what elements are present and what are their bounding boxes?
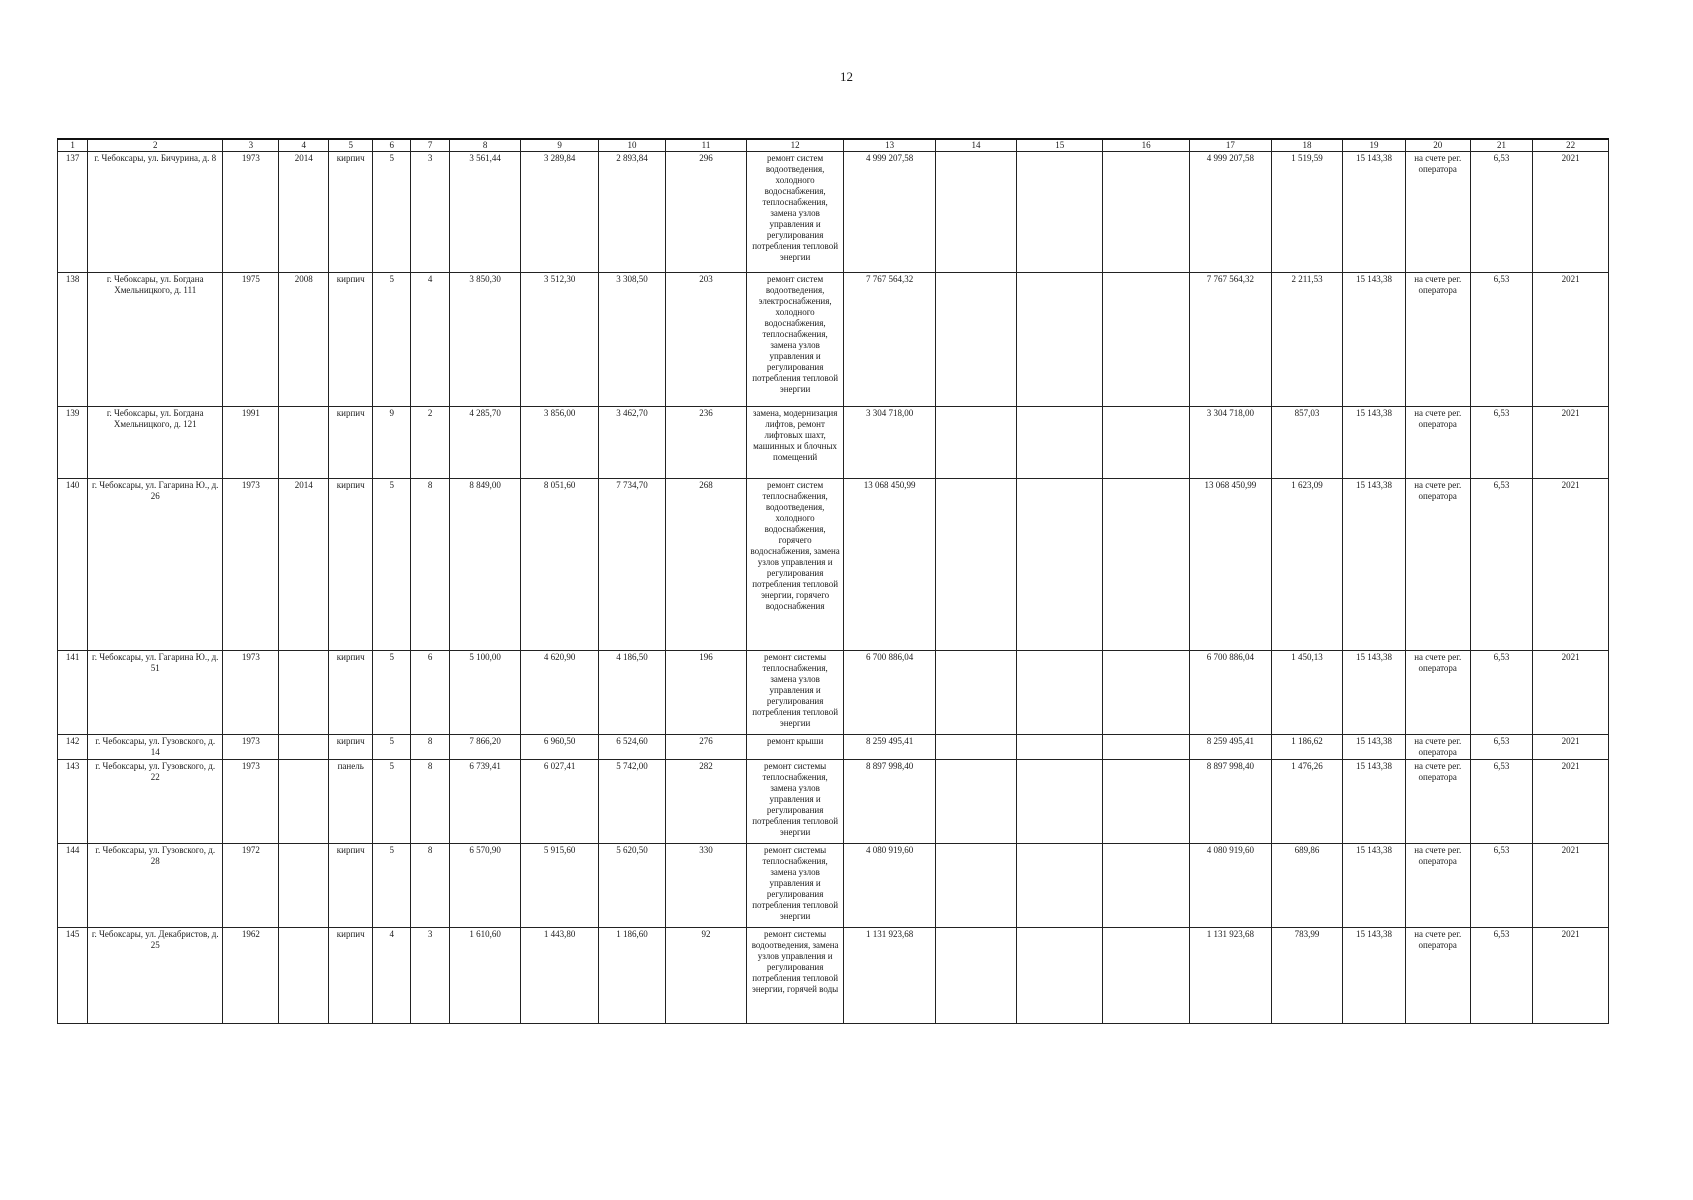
table-cell-col-8: 7 866,20 (450, 735, 521, 760)
table-cell-col-9: 4 620,90 (521, 651, 599, 735)
table-cell-col-16 (1103, 651, 1189, 735)
table-cell-col-18: 783,99 (1271, 928, 1342, 1024)
table-cell-col-6: 5 (373, 735, 411, 760)
column-header: 3 (223, 139, 279, 152)
table-cell-col-17: 7 767 564,32 (1189, 273, 1271, 407)
table-cell-col-19: 15 143,38 (1343, 735, 1406, 760)
table-cell-col-5: кирпич (329, 407, 373, 479)
table-cell-col-5: кирпич (329, 273, 373, 407)
table-cell-col-8: 4 285,70 (450, 407, 521, 479)
table-cell-col-11: 92 (666, 928, 747, 1024)
table-cell-col-14 (936, 760, 1017, 844)
page-number: 12 (840, 69, 853, 84)
column-header: 2 (88, 139, 223, 152)
column-header: 18 (1271, 139, 1342, 152)
table-cell-col-16 (1103, 152, 1189, 273)
table-cell-col-21: 6,53 (1470, 407, 1533, 479)
table-cell-col-13: 1 131 923,68 (844, 928, 936, 1024)
table-cell-col-7: 2 (411, 407, 450, 479)
table-row (58, 479, 1609, 651)
table-cell-col-18: 2 211,53 (1271, 273, 1342, 407)
table-cell-col-22: 2021 (1533, 273, 1609, 407)
table-cell-col-17: 4 999 207,58 (1189, 152, 1271, 273)
table-cell-col-16 (1103, 928, 1189, 1024)
table-cell-col-15 (1017, 407, 1103, 479)
table-cell-col-16 (1103, 844, 1189, 928)
table-cell-col-14 (936, 735, 1017, 760)
table-cell-col-2: г. Чебоксары, ул. Декабристов, д. 25 (88, 928, 223, 1024)
table-cell-col-3: 1991 (223, 407, 279, 479)
table-cell-col-7: 8 (411, 844, 450, 928)
table-cell-col-8: 1 610,60 (450, 928, 521, 1024)
table-cell-col-9: 3 856,00 (521, 407, 599, 479)
table-cell-col-11: 203 (666, 273, 747, 407)
table-cell-col-8: 8 849,00 (450, 479, 521, 651)
table-cell-col-10: 6 524,60 (599, 735, 666, 760)
table-cell-col-5: кирпич (329, 152, 373, 273)
column-header: 13 (844, 139, 936, 152)
table-cell-col-21: 6,53 (1470, 928, 1533, 1024)
table-cell-col-18: 1 186,62 (1271, 735, 1342, 760)
table-cell-col-5: панель (329, 760, 373, 844)
table-cell-col-5: кирпич (329, 651, 373, 735)
column-header: 4 (279, 139, 329, 152)
table-cell-col-17: 4 080 919,60 (1189, 844, 1271, 928)
table-cell-col-2: г. Чебоксары, ул. Гагарина Ю., д. 26 (88, 479, 223, 651)
table-row (58, 407, 1609, 479)
table-cell-col-18: 1 623,09 (1271, 479, 1342, 651)
table-cell-col-19: 15 143,38 (1343, 928, 1406, 1024)
table-cell-col-20: на счете рег. оператора (1405, 651, 1470, 735)
table-cell-col-10: 3 308,50 (599, 273, 666, 407)
table-cell-col-3: 1973 (223, 735, 279, 760)
table-cell-col-13: 6 700 886,04 (844, 651, 936, 735)
table-cell-col-10: 5 742,00 (599, 760, 666, 844)
table-cell-col-21: 6,53 (1470, 479, 1533, 651)
table-cell-col-21: 6,53 (1470, 152, 1533, 273)
table-cell-col-4: 2014 (279, 152, 329, 273)
table-cell-col-12: замена, модернизация лифтов, ремонт лифтовых шахт, машинных и блочных помещений (747, 407, 844, 479)
table-cell-col-1: 142 (58, 735, 88, 760)
table-cell-col-22: 2021 (1533, 152, 1609, 273)
table-cell-col-1: 138 (58, 273, 88, 407)
table-cell-col-7: 8 (411, 479, 450, 651)
table-cell-col-18: 1 476,26 (1271, 760, 1342, 844)
table-cell-col-2: г. Чебоксары, ул. Гузовского, д. 14 (88, 735, 223, 760)
table-cell-col-6: 5 (373, 152, 411, 273)
table-cell-col-4 (279, 844, 329, 928)
table-cell-col-15 (1017, 479, 1103, 651)
table-cell-col-6: 5 (373, 760, 411, 844)
table-cell-col-15 (1017, 651, 1103, 735)
table-cell-col-22: 2021 (1533, 735, 1609, 760)
table-cell-col-15 (1017, 844, 1103, 928)
table-cell-col-19: 15 143,38 (1343, 152, 1406, 273)
table-cell-col-9: 3 289,84 (521, 152, 599, 273)
table-cell-col-19: 15 143,38 (1343, 651, 1406, 735)
column-header: 14 (936, 139, 1017, 152)
table-cell-col-10: 3 462,70 (599, 407, 666, 479)
column-header: 17 (1189, 139, 1271, 152)
table-cell-col-16 (1103, 407, 1189, 479)
column-header: 6 (373, 139, 411, 152)
table-cell-col-7: 8 (411, 760, 450, 844)
table-cell-col-13: 4 080 919,60 (844, 844, 936, 928)
table-cell-col-9: 5 915,60 (521, 844, 599, 928)
table-cell-col-11: 330 (666, 844, 747, 928)
table-cell-col-20: на счете рег. оператора (1405, 152, 1470, 273)
table-cell-col-2: г. Чебоксары, ул. Бичурина, д. 8 (88, 152, 223, 273)
table-cell-col-16 (1103, 479, 1189, 651)
table-cell-col-8: 6 739,41 (450, 760, 521, 844)
table-cell-col-9: 8 051,60 (521, 479, 599, 651)
table-cell-col-5: кирпич (329, 735, 373, 760)
table-cell-col-14 (936, 479, 1017, 651)
table-cell-col-12: ремонт системы водоотведения, замена узлов управления и регулирования потребления тепловой энергии, горячей воды (747, 928, 844, 1024)
table-cell-col-20: на счете рег. оператора (1405, 928, 1470, 1024)
table-cell-col-14 (936, 651, 1017, 735)
table-cell-col-17: 13 068 450,99 (1189, 479, 1271, 651)
column-header: 15 (1017, 139, 1103, 152)
table-cell-col-13: 3 304 718,00 (844, 407, 936, 479)
table-cell-col-12: ремонт системы теплоснабжения, замена узлов управления и регулирования потребления тепловой энергии (747, 760, 844, 844)
table-cell-col-11: 196 (666, 651, 747, 735)
capital-repair-table (57, 138, 1609, 1024)
table-cell-col-12: ремонт систем теплоснабжения, водоотведения, холодного водоснабжения, горячего водоснабжения, замена узлов управления и регулирования потребления тепловой энергии, горячего водоснабжения (747, 479, 844, 651)
table-cell-col-14 (936, 928, 1017, 1024)
table-cell-col-4 (279, 760, 329, 844)
column-header: 8 (450, 139, 521, 152)
table-cell-col-4 (279, 735, 329, 760)
table-cell-col-8: 3 561,44 (450, 152, 521, 273)
table-cell-col-8: 3 850,30 (450, 273, 521, 407)
table-cell-col-10: 7 734,70 (599, 479, 666, 651)
table-cell-col-12: ремонт системы теплоснабжения, замена узлов управления и регулирования потребления тепловой энергии (747, 651, 844, 735)
table-cell-col-1: 137 (58, 152, 88, 273)
table-cell-col-2: г. Чебоксары, ул. Гузовского, д. 22 (88, 760, 223, 844)
table-cell-col-1: 139 (58, 407, 88, 479)
column-header: 20 (1405, 139, 1470, 152)
table-cell-col-17: 8 897 998,40 (1189, 760, 1271, 844)
table-cell-col-12: ремонт крыши (747, 735, 844, 760)
table-cell-col-3: 1973 (223, 479, 279, 651)
table-cell-col-17: 1 131 923,68 (1189, 928, 1271, 1024)
table-cell-col-2: г. Чебоксары, ул. Богдана Хмельницкого, д. 121 (88, 407, 223, 479)
table-cell-col-16 (1103, 273, 1189, 407)
table-cell-col-3: 1973 (223, 760, 279, 844)
table-cell-col-11: 236 (666, 407, 747, 479)
table-cell-col-9: 6 960,50 (521, 735, 599, 760)
table-cell-col-1: 143 (58, 760, 88, 844)
table-cell-col-11: 296 (666, 152, 747, 273)
column-header: 12 (747, 139, 844, 152)
table-cell-col-3: 1972 (223, 844, 279, 928)
table-cell-col-9: 6 027,41 (521, 760, 599, 844)
column-header: 9 (521, 139, 599, 152)
table-body (58, 152, 1609, 1024)
table-cell-col-6: 4 (373, 928, 411, 1024)
table-row (58, 928, 1609, 1024)
table-cell-col-14 (936, 407, 1017, 479)
table-cell-col-3: 1973 (223, 651, 279, 735)
table-cell-col-12: ремонт системы теплоснабжения, замена узлов управления и регулирования потребления тепловой энергии (747, 844, 844, 928)
table-cell-col-18: 1 450,13 (1271, 651, 1342, 735)
table-cell-col-15 (1017, 152, 1103, 273)
column-header: 22 (1533, 139, 1609, 152)
table-cell-col-19: 15 143,38 (1343, 273, 1406, 407)
table-cell-col-6: 5 (373, 273, 411, 407)
table-cell-col-11: 268 (666, 479, 747, 651)
table-cell-col-17: 8 259 495,41 (1189, 735, 1271, 760)
table-cell-col-11: 276 (666, 735, 747, 760)
table-cell-col-3: 1962 (223, 928, 279, 1024)
table-cell-col-5: кирпич (329, 844, 373, 928)
table-cell-col-4: 2014 (279, 479, 329, 651)
table-cell-col-18: 1 519,59 (1271, 152, 1342, 273)
table-cell-col-5: кирпич (329, 928, 373, 1024)
table-cell-col-15 (1017, 273, 1103, 407)
table-cell-col-22: 2021 (1533, 760, 1609, 844)
table-row (58, 152, 1609, 273)
table-cell-col-13: 8 259 495,41 (844, 735, 936, 760)
table-cell-col-17: 3 304 718,00 (1189, 407, 1271, 479)
column-header: 7 (411, 139, 450, 152)
table-cell-col-2: г. Чебоксары, ул. Богдана Хмельницкого, д. 111 (88, 273, 223, 407)
column-number-row (58, 139, 1609, 152)
table-cell-col-8: 6 570,90 (450, 844, 521, 928)
table-cell-col-6: 9 (373, 407, 411, 479)
table-cell-col-22: 2021 (1533, 479, 1609, 651)
table-cell-col-17: 6 700 886,04 (1189, 651, 1271, 735)
table-cell-col-4 (279, 651, 329, 735)
table-cell-col-10: 2 893,84 (599, 152, 666, 273)
table-cell-col-20: на счете рег. оператора (1405, 273, 1470, 407)
table-cell-col-9: 3 512,30 (521, 273, 599, 407)
table-cell-col-21: 6,53 (1470, 735, 1533, 760)
table-row (58, 844, 1609, 928)
column-header: 19 (1343, 139, 1406, 152)
table-cell-col-20: на счете рег. оператора (1405, 844, 1470, 928)
table-cell-col-15 (1017, 760, 1103, 844)
table-cell-col-13: 7 767 564,32 (844, 273, 936, 407)
table-cell-col-1: 141 (58, 651, 88, 735)
column-header: 1 (58, 139, 88, 152)
table-cell-col-10: 1 186,60 (599, 928, 666, 1024)
table-cell-col-7: 8 (411, 735, 450, 760)
column-header: 16 (1103, 139, 1189, 152)
column-header: 21 (1470, 139, 1533, 152)
table-cell-col-1: 140 (58, 479, 88, 651)
table-cell-col-6: 5 (373, 651, 411, 735)
column-header: 11 (666, 139, 747, 152)
table-cell-col-19: 15 143,38 (1343, 760, 1406, 844)
table-cell-col-21: 6,53 (1470, 760, 1533, 844)
table-cell-col-22: 2021 (1533, 844, 1609, 928)
table-cell-col-20: на счете рег. оператора (1405, 479, 1470, 651)
column-header: 10 (599, 139, 666, 152)
table-cell-col-7: 4 (411, 273, 450, 407)
table-cell-col-12: ремонт систем водоотведения, холодного водоснабжения, теплоснабжения, замена узлов управления и регулирования потребления тепловой энергии (747, 152, 844, 273)
table-cell-col-4: 2008 (279, 273, 329, 407)
table-cell-col-14 (936, 273, 1017, 407)
table-cell-col-16 (1103, 760, 1189, 844)
table-cell-col-6: 5 (373, 844, 411, 928)
table-cell-col-22: 2021 (1533, 407, 1609, 479)
table-cell-col-5: кирпич (329, 479, 373, 651)
table-cell-col-7: 3 (411, 928, 450, 1024)
table-cell-col-14 (936, 152, 1017, 273)
table-cell-col-3: 1975 (223, 273, 279, 407)
table-cell-col-6: 5 (373, 479, 411, 651)
table-cell-col-20: на счете рег. оператора (1405, 735, 1470, 760)
table-row (58, 760, 1609, 844)
table-cell-col-7: 3 (411, 152, 450, 273)
table-cell-col-3: 1973 (223, 152, 279, 273)
table-cell-col-22: 2021 (1533, 928, 1609, 1024)
table-cell-col-7: 6 (411, 651, 450, 735)
table-cell-col-13: 4 999 207,58 (844, 152, 936, 273)
table-cell-col-9: 1 443,80 (521, 928, 599, 1024)
table-cell-col-19: 15 143,38 (1343, 844, 1406, 928)
column-header: 5 (329, 139, 373, 152)
table-cell-col-1: 144 (58, 844, 88, 928)
table-cell-col-12: ремонт систем водоотведения, электроснабжения, холодного водоснабжения, теплоснабжения, замена узлов управления и регулирования потребления тепловой энергии (747, 273, 844, 407)
table-cell-col-16 (1103, 735, 1189, 760)
table-cell-col-2: г. Чебоксары, ул. Гузовского, д. 28 (88, 844, 223, 928)
table-row (58, 735, 1609, 760)
table-cell-col-15 (1017, 928, 1103, 1024)
table-row (58, 273, 1609, 407)
table-cell-col-21: 6,53 (1470, 273, 1533, 407)
table-cell-col-10: 5 620,50 (599, 844, 666, 928)
table-cell-col-10: 4 186,50 (599, 651, 666, 735)
table-cell-col-20: на счете рег. оператора (1405, 407, 1470, 479)
table-cell-col-4 (279, 407, 329, 479)
table-cell-col-1: 145 (58, 928, 88, 1024)
table-cell-col-2: г. Чебоксары, ул. Гагарина Ю., д. 51 (88, 651, 223, 735)
table-cell-col-22: 2021 (1533, 651, 1609, 735)
table-cell-col-19: 15 143,38 (1343, 407, 1406, 479)
table-cell-col-20: на счете рег. оператора (1405, 760, 1470, 844)
table-cell-col-13: 8 897 998,40 (844, 760, 936, 844)
table-cell-col-21: 6,53 (1470, 844, 1533, 928)
table-cell-col-13: 13 068 450,99 (844, 479, 936, 651)
table-cell-col-11: 282 (666, 760, 747, 844)
table-cell-col-21: 6,53 (1470, 651, 1533, 735)
table-cell-col-8: 5 100,00 (450, 651, 521, 735)
table-cell-col-19: 15 143,38 (1343, 479, 1406, 651)
table-cell-col-18: 857,03 (1271, 407, 1342, 479)
table-row (58, 651, 1609, 735)
table-cell-col-15 (1017, 735, 1103, 760)
table-cell-col-18: 689,86 (1271, 844, 1342, 928)
table-cell-col-4 (279, 928, 329, 1024)
table-cell-col-14 (936, 844, 1017, 928)
